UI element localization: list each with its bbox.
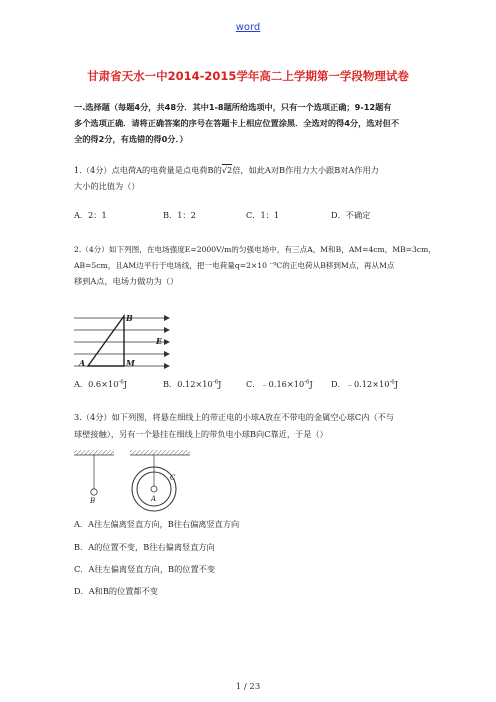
document-title: 甘肃省天水一中2014-2015学年高二上学期第一学段物理试卷 bbox=[87, 69, 409, 83]
q2-label-m: M bbox=[126, 358, 135, 368]
q2-label-a: A bbox=[79, 358, 86, 368]
section-instruction-line2: 多个选项正确．请将正确答案的序号在答题卡上相应位置涂黑．全选对的得4分，选对但不 bbox=[74, 118, 400, 128]
q3-stem-line2: 球壁接触），另有一个悬挂在细线上的带负电小球B向C靠近，于是（） bbox=[74, 429, 328, 439]
q2-option-a bbox=[74, 379, 127, 390]
q2-stem-line3: 移到A点，电场力做功为（） bbox=[74, 276, 179, 286]
q1-option-c: C．1：1 bbox=[246, 210, 280, 220]
q2-stem-line2: AB=5cm，且AM边平行于电场线，把一电荷量q=2×10 ⁻⁹C的正电荷从B移到M点，再从M点 bbox=[74, 261, 395, 270]
q2-label-e: E bbox=[156, 336, 163, 346]
header-link[interactable]: word bbox=[235, 22, 261, 33]
q1-stem-part2: 倍，如此A对B作用力大小跟B对A作用力 bbox=[232, 165, 379, 175]
q1-stem-part1: 1.（4分）点电荷A的电荷量是点电荷B的 bbox=[74, 165, 222, 175]
q3-label-c: C bbox=[170, 474, 176, 482]
q2-option-d bbox=[331, 379, 398, 390]
q3-label-b: B bbox=[90, 497, 96, 505]
q3-option-b: B．A的位置不变，B往右偏离竖直方向 bbox=[74, 542, 215, 552]
page-number: 1 / 23 bbox=[235, 682, 261, 692]
q2-option-a-unit: J bbox=[123, 379, 128, 389]
q2-label-b: B bbox=[126, 313, 133, 323]
q2-option-b-exp: -6 bbox=[212, 379, 219, 386]
q2-option-d-exp: -6 bbox=[389, 379, 395, 386]
q3-stem-line1: 3.（4分）如下列图，将悬在细线上的带正电的小球A放在不带电的金属空心球C内（不与 bbox=[74, 412, 394, 422]
q2-option-b bbox=[163, 379, 221, 390]
q3-option-c: C．A往左偏离竖直方向，B的位置不变 bbox=[74, 564, 216, 574]
section-instruction-line3: 全的得2分，有选错的得0分．） bbox=[74, 134, 188, 144]
q2-option-c bbox=[246, 379, 313, 390]
q2-option-b-base: B．0.12×10 bbox=[163, 379, 213, 389]
q3-label-a: A bbox=[151, 495, 157, 503]
q1-option-d: D．不确定 bbox=[331, 210, 371, 220]
q1-radical: √2 bbox=[221, 165, 233, 175]
q2-option-b-unit: J bbox=[218, 379, 222, 389]
q2-option-a-base: A．0.6×10 bbox=[74, 379, 119, 389]
q2-option-a-exp: -6 bbox=[118, 379, 124, 386]
q2-option-d-base: D．﹣0.12×10 bbox=[331, 379, 390, 389]
q3-option-a: A．A往左偏离竖直方向，B往右偏离竖直方向 bbox=[74, 519, 240, 529]
q1-option-a: A．2：1 bbox=[74, 210, 107, 220]
q1-stem-line2: 大小的比值为（） bbox=[74, 181, 140, 191]
q2-option-c-exp: -6 bbox=[304, 379, 310, 386]
q2-option-c-base: C．﹣0.16×10 bbox=[246, 379, 305, 389]
q2-option-c-unit: J bbox=[309, 379, 313, 389]
section-instruction-line1: 一.选择题（每题4分，共48分．其中1-8题所给选项中，只有一个选项正确；9-12题有 bbox=[74, 102, 392, 112]
q2-option-d-unit: J bbox=[394, 379, 399, 389]
q1-stem-line1 bbox=[74, 164, 379, 177]
q2-stem-line1: 2.（4分）如下列图，在电场强度E=2000V/m的匀强电场中，有三点A，M和B，AM=4cm，MB=3cm， bbox=[74, 245, 436, 254]
q3-option-d: D．A和B的位置都不变 bbox=[74, 586, 158, 596]
q1-option-b: B．1：2 bbox=[163, 210, 196, 220]
